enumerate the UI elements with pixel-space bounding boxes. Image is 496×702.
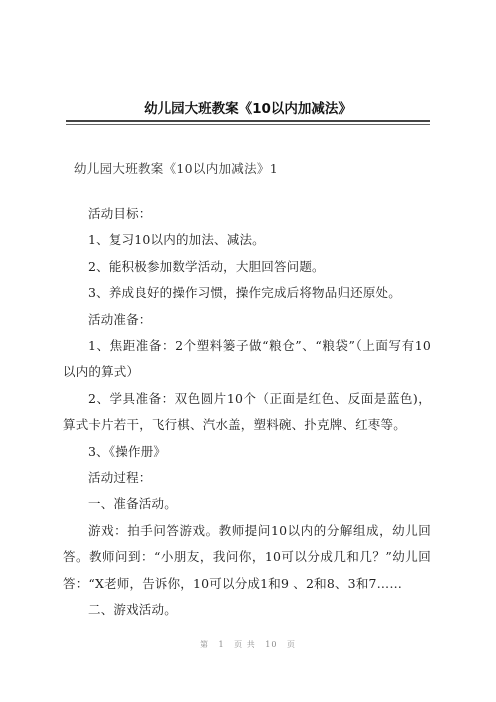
paragraph: 2、能积极参加数学活动，大胆回答问题。	[88, 258, 325, 274]
footer-prefix: 第	[199, 640, 209, 649]
paragraph: 3、《操作册》	[88, 443, 167, 459]
paragraph: 活动目标：	[88, 206, 152, 221]
title-rule-thick	[66, 120, 430, 122]
paragraph: 3、养成良好的操作习惯，操作完成后将物品归还原处。	[88, 285, 401, 301]
footer-total-pages: 10	[265, 640, 278, 649]
paragraph: 游戏：拍手问答游戏。教师提问10以内的分解组成，幼儿回答。教师问到：“小朋友，我问你，10可以分成几和几？”幼儿回答：“X老师，告诉你，10可以分成1和9 、2和8、3和7……	[63, 522, 431, 591]
paragraph: 1、复习10以内的加法、减法。	[88, 232, 265, 248]
paragraph: 2、学具准备：双色圆片10个（正面是红色、反面是蓝色)，算式卡片若干，飞行棋、汽水盖，塑料碗、扑克牌、红枣等。	[63, 390, 431, 433]
paragraph: 1、焦距准备：2个塑料篓子做“粮仓”、“粮袋”（上面写有10以内的算式）	[63, 338, 431, 380]
document-title: 幼儿园大班教案《10以内加减法》	[144, 101, 352, 117]
document-body	[63, 201, 431, 624]
footer-middle: 页 共	[234, 640, 256, 649]
paragraph: 一、准备活动。	[88, 496, 177, 512]
footer-suffix: 页	[287, 640, 296, 649]
document-subtitle: 幼儿园大班教案《10以内加减法》1	[74, 161, 278, 176]
page-footer	[0, 639, 496, 650]
paragraph: 二、游戏活动。	[88, 602, 177, 618]
paragraph: 活动准备：	[88, 311, 152, 327]
paragraph: 活动过程：	[88, 470, 152, 486]
footer-page-number: 1	[218, 640, 225, 649]
title-rule-thin	[66, 124, 430, 125]
